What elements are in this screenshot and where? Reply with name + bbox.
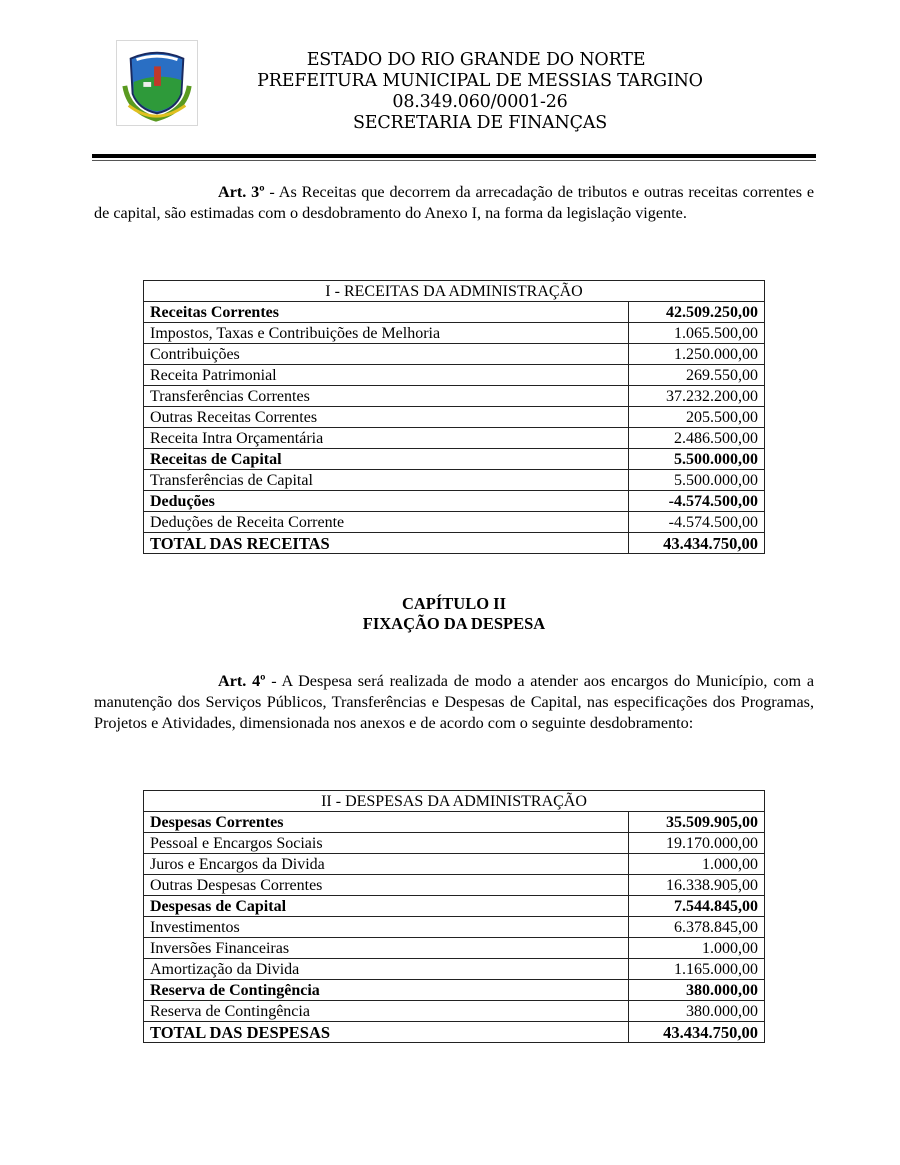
row-label: Deduções [144, 491, 629, 512]
row-value: 6.378.845,00 [629, 917, 765, 938]
row-value: 380.000,00 [629, 1001, 765, 1022]
table-row [144, 470, 765, 491]
row-label: Despesas Correntes [144, 812, 629, 833]
table-row [144, 917, 765, 938]
row-value: 205.500,00 [629, 407, 765, 428]
row-label: Despesas de Capital [144, 896, 629, 917]
row-label: Investimentos [144, 917, 629, 938]
header-department: SECRETARIA DE FINANÇAS [352, 113, 608, 133]
table-row [144, 875, 765, 896]
chapter-heading [94, 594, 814, 634]
table-row [144, 323, 765, 344]
table-row [144, 386, 765, 407]
article-4-label: Art. 4º [218, 672, 266, 690]
revenue-table-title: I - RECEITAS DA ADMINISTRAÇÃO [144, 281, 765, 302]
row-value: 43.434.750,00 [629, 1022, 765, 1043]
row-label: Juros e Encargos da Divida [144, 854, 629, 875]
table-row [144, 980, 765, 1001]
row-label: Receitas de Capital [144, 449, 629, 470]
expense-table-title-row [144, 791, 765, 812]
table-row [144, 365, 765, 386]
table-row [144, 1001, 765, 1022]
row-label: Reserva de Contingência [144, 1001, 629, 1022]
row-value: 1.165.000,00 [629, 959, 765, 980]
row-label: TOTAL DAS RECEITAS [144, 533, 629, 554]
row-value: 380.000,00 [629, 980, 765, 1001]
expense-table [143, 790, 765, 1043]
table-row [144, 428, 765, 449]
letterhead [200, 50, 760, 134]
row-label: Receita Patrimonial [144, 365, 629, 386]
header-state: ESTADO DO RIO GRANDE DO NORTE [306, 50, 646, 70]
row-value: 5.500.000,00 [629, 470, 765, 491]
row-value: 42.509.250,00 [629, 302, 765, 323]
table-row [144, 491, 765, 512]
article-4-paragraph [94, 671, 814, 734]
row-label: TOTAL DAS DESPESAS [144, 1022, 629, 1043]
row-label: Receitas Correntes [144, 302, 629, 323]
table-row [144, 812, 765, 833]
header-municipality: PREFEITURA MUNICIPAL DE MESSIAS TARGINO [257, 71, 703, 91]
table-row [144, 407, 765, 428]
row-value: 16.338.905,00 [629, 875, 765, 896]
row-value: 43.434.750,00 [629, 533, 765, 554]
article-3-paragraph [94, 182, 814, 224]
row-value: 2.486.500,00 [629, 428, 765, 449]
article-4-text: - A Despesa será realizada de modo a atender aos encargos do Município, com a manutenção dos Serviços Públicos, Transferências e Despesas de Capital, nas especificações dos Programas, Projetos e Atividades, dimensionada nos anexos e de acordo com o seguinte desdobramento: [94, 672, 814, 732]
table-row [144, 896, 765, 917]
row-label: Outras Despesas Correntes [144, 875, 629, 896]
revenue-table [143, 280, 765, 554]
expense-table-title: II - DESPESAS DA ADMINISTRAÇÃO [144, 791, 765, 812]
table-row [144, 854, 765, 875]
row-label: Receita Intra Orçamentária [144, 428, 629, 449]
table-row [144, 344, 765, 365]
table-row [144, 833, 765, 854]
row-label: Pessoal e Encargos Sociais [144, 833, 629, 854]
table-row [144, 938, 765, 959]
chapter-title: FIXAÇÃO DA DESPESA [362, 614, 546, 633]
row-value: 5.500.000,00 [629, 449, 765, 470]
coat-of-arms-icon [117, 41, 197, 125]
revenue-total-row [144, 533, 765, 554]
table-row [144, 512, 765, 533]
row-value: 1.250.000,00 [629, 344, 765, 365]
table-row [144, 449, 765, 470]
row-value: 1.065.500,00 [629, 323, 765, 344]
row-value: 1.000,00 [629, 854, 765, 875]
expense-total-row [144, 1022, 765, 1043]
row-value: 7.544.845,00 [629, 896, 765, 917]
row-value: -4.574.500,00 [629, 512, 765, 533]
row-label: Impostos, Taxas e Contribuições de Melhoria [144, 323, 629, 344]
row-label: Outras Receitas Correntes [144, 407, 629, 428]
row-value: 1.000,00 [629, 938, 765, 959]
table-row [144, 959, 765, 980]
row-label: Transferências de Capital [144, 470, 629, 491]
row-value: 35.509.905,00 [629, 812, 765, 833]
row-value: 19.170.000,00 [629, 833, 765, 854]
coat-of-arms-logo [116, 40, 198, 126]
article-3-text: - As Receitas que decorrem da arrecadação de tributos e outras receitas correntes e de capital, são estimadas com o desdobramento do Anexo I, na forma da legislação vigente. [94, 183, 815, 222]
row-label: Contribuições [144, 344, 629, 365]
header-divider-thick [92, 154, 816, 158]
revenue-table-title-row [144, 281, 765, 302]
article-3-label: Art. 3º [218, 183, 265, 201]
chapter-number: CAPÍTULO II [401, 594, 507, 613]
header-divider-thin [92, 160, 816, 161]
row-label: Transferências Correntes [144, 386, 629, 407]
table-row [144, 302, 765, 323]
row-label: Inversões Financeiras [144, 938, 629, 959]
row-value: 269.550,00 [629, 365, 765, 386]
row-label: Amortização da Divida [144, 959, 629, 980]
row-label: Deduções de Receita Corrente [144, 512, 629, 533]
row-value: 37.232.200,00 [629, 386, 765, 407]
row-value: -4.574.500,00 [629, 491, 765, 512]
row-label: Reserva de Contingência [144, 980, 629, 1001]
header-cnpj: 08.349.060/0001-26 [392, 92, 568, 112]
